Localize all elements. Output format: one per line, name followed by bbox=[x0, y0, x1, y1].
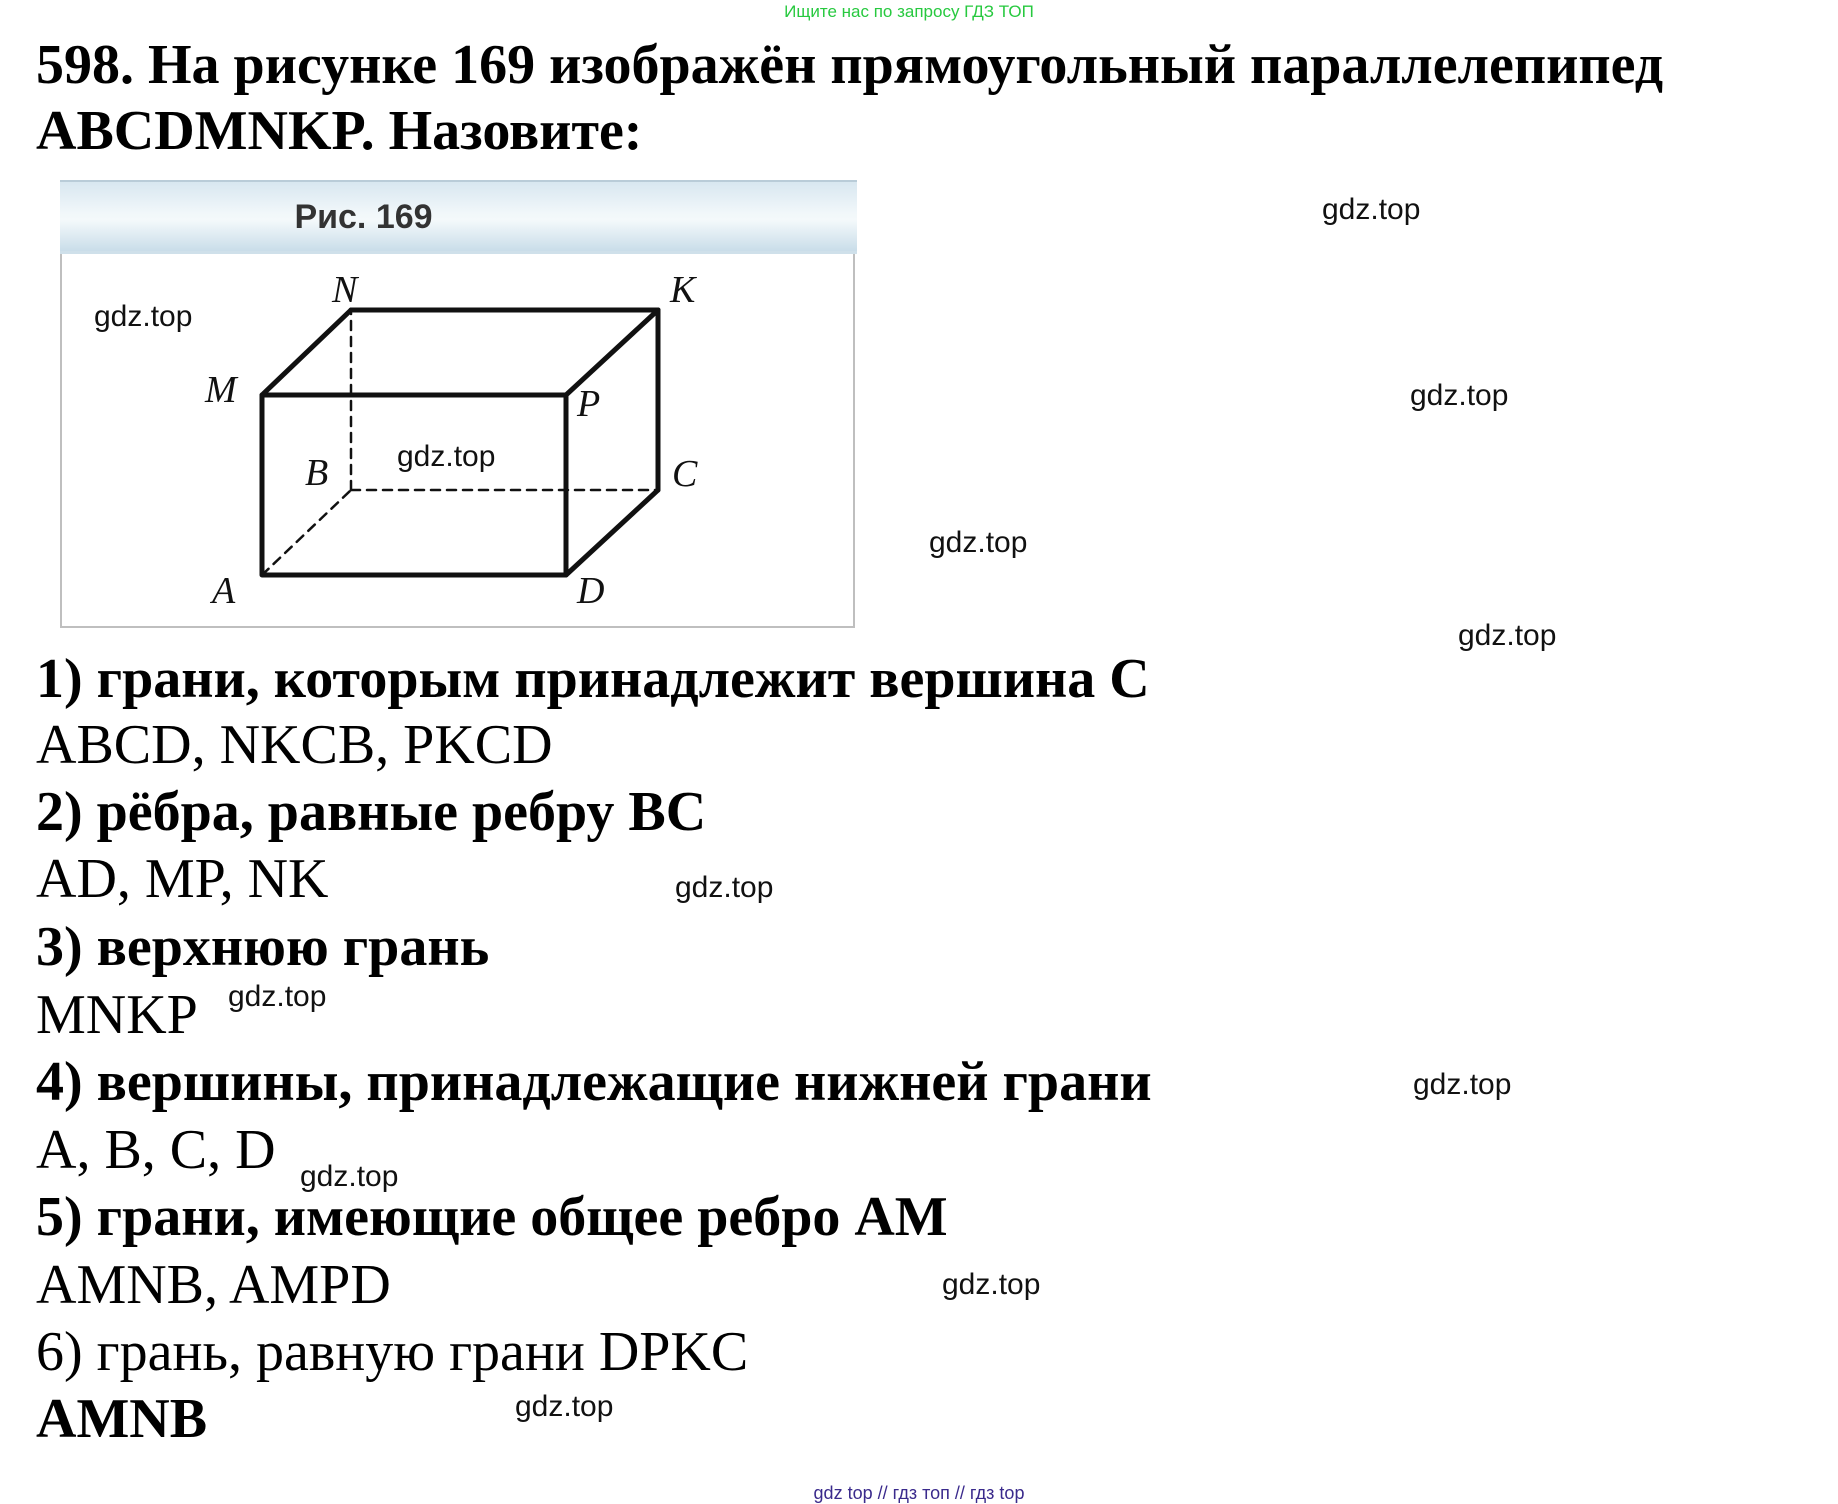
question-6: 6) грань, равную грани DPKC bbox=[36, 1321, 749, 1383]
question-4: 4) вершины, принадлежащие нижней грани bbox=[36, 1051, 1152, 1113]
answer-5: AMNB, AMPD bbox=[36, 1254, 391, 1316]
parallelepiped-drawing bbox=[62, 180, 857, 628]
answer-2: AD, MP, NK bbox=[36, 848, 329, 910]
answer-1: ABCD, NKCB, PKCD bbox=[36, 714, 553, 776]
answer-6: AMNB bbox=[36, 1388, 208, 1450]
watermark: gdz.top bbox=[1458, 619, 1557, 652]
footer-links[interactable]: gdz top // гдз топ // гдз top bbox=[813, 1483, 1025, 1503]
question-1: 1) грани, которым принадлежит вершина С bbox=[36, 648, 1150, 710]
vertex-label-K: K bbox=[670, 269, 696, 311]
task-title: 598. На рисунке 169 изображён прямоугольный параллелепипед ABCDMNKP. Назовите: bbox=[36, 34, 1664, 162]
edge-MN bbox=[262, 310, 351, 395]
vertex-label-A: A bbox=[212, 570, 236, 612]
watermark: gdz.top bbox=[94, 300, 193, 333]
watermark: gdz.top bbox=[1413, 1068, 1512, 1101]
figure-caption: Рис. 169 bbox=[294, 198, 433, 236]
watermark: gdz.top bbox=[942, 1268, 1041, 1301]
answer-3: MNKP bbox=[36, 984, 198, 1046]
watermark: gdz.top bbox=[929, 526, 1028, 559]
vertex-label-N: N bbox=[332, 269, 358, 311]
question-5: 5) грани, имеющие общее ребро АМ bbox=[36, 1186, 948, 1248]
question-2: 2) рёбра, равные ребру ВС bbox=[36, 781, 707, 843]
watermark: gdz.top bbox=[397, 440, 496, 473]
watermark: gdz.top bbox=[1410, 379, 1509, 412]
vertex-label-P: P bbox=[577, 383, 601, 425]
question-3: 3) верхнюю грань bbox=[36, 916, 490, 978]
vertex-label-M: M bbox=[205, 369, 237, 411]
top-banner[interactable]: Ищите нас по запросу ГДЗ ТОП bbox=[784, 2, 1034, 21]
edge-AB-hidden bbox=[262, 490, 351, 575]
answer-4: A, B, C, D bbox=[36, 1119, 276, 1181]
vertex-label-C: C bbox=[672, 453, 698, 495]
watermark: gdz.top bbox=[300, 1160, 399, 1193]
edge-CD bbox=[566, 490, 658, 575]
vertex-label-B: B bbox=[305, 452, 329, 494]
watermark: gdz.top bbox=[228, 980, 327, 1013]
figure-169 bbox=[60, 180, 855, 628]
watermark: gdz.top bbox=[515, 1390, 614, 1423]
watermark: gdz.top bbox=[1322, 193, 1421, 226]
vertex-label-D: D bbox=[577, 570, 605, 612]
watermark: gdz.top bbox=[675, 871, 774, 904]
